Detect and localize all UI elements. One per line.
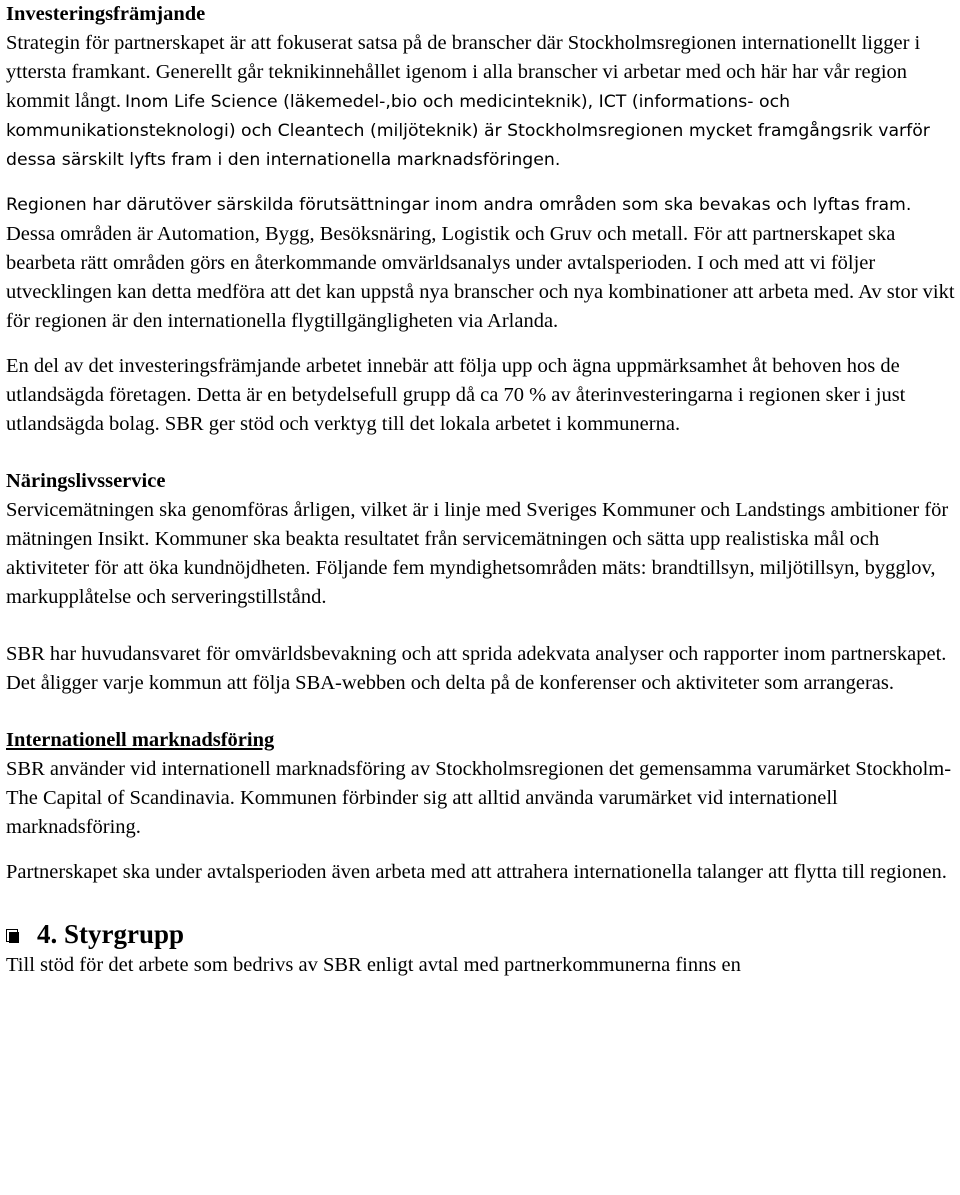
paragraph: Servicemätningen ska genomföras årligen, vilket är i linje med Sveriges Kommuner och Landstings ambitioner för mätningen Insikt. Kommuner ska beakta resultatet från servicemätningen och sätta upp realistiska mål och aktiviteter för att öka kundnöjdheten. Följande fem myndighetsområden mäts: brandtillsyn, miljötillsyn, bygglov, markupplåtelse och serveringstillstånd. <box>6 499 949 608</box>
section-internationell-marknadsforing <box>6 726 956 887</box>
section-title: Näringslivsservice <box>6 470 166 492</box>
paragraph <box>6 29 956 175</box>
paragraph-mixed <box>6 191 956 336</box>
section-naringslivsservice <box>6 467 956 698</box>
paragraph: Till stöd för det arbete som bedrivs av SBR enligt avtal med partnerkommunerna finns en <box>6 954 741 976</box>
paragraph-text-sans: Regionen har därutöver särskilda förutsättningar inom andra områden som ska bevakas och lyftas fram. <box>6 195 912 215</box>
paragraph: SBR har huvudansvaret för omvärldsbevakning och att sprida adekvata analyser och rapporter inom partnerskapet. Det åligger varje kommun att följa SBA-webben och delta på de konferenser och aktiviteter som arrangeras. <box>6 643 947 694</box>
section-investeringsframjande <box>6 0 956 439</box>
section-title: Investeringsfrämjande <box>6 3 206 25</box>
chapter-title: 4. Styrgrupp <box>37 919 185 949</box>
chapter-heading <box>6 917 956 951</box>
paragraph-text-serif: Strategin för partnerskapet är att fokuserat satsa på de branscher där Stockholmsregionen internationellt ligger i yttersta framkant. Generellt går teknikinnehållet igenom i alla branscher vi arbetar med och här har vår region kommit långt. <box>6 32 921 112</box>
section-styrgrupp <box>6 917 956 980</box>
paragraph-text-sans: Inom Life Science (läkemedel-,bio och medicinteknik), ICT (informations- och kommunikationsteknologi) och Cleantech (miljöteknik) är Stockholmsregionen mycket framgångsrik varför dessa särskilt lyfts fram i den internationella marknadsföringen. <box>6 92 930 170</box>
document-page <box>6 0 956 980</box>
paragraph: En del av det investeringsfrämjande arbetet innebär att följa upp och ägna uppmärksamhet åt behoven hos de utlandsägda företagen. Detta är en betydelsefull grupp då ca 70 % av återinvesteringarna i regionen sker i just utlandsägda bolag. SBR ger stöd och verktyg till det lokala arbetet i kommunerna. <box>6 355 906 435</box>
section-title: Internationell marknadsföring <box>6 729 275 751</box>
paragraph: Partnerskapet ska under avtalsperioden även arbeta med att attrahera internationella talanger att flytta till regionen. <box>6 861 947 883</box>
paragraph-text-serif: Dessa områden är Automation, Bygg, Besöksnäring, Logistik och Gruv och metall. För att partnerskapet ska bearbeta rätt områden görs en återkommande omvärldsanalys under avtalsperioden. I och med att vi följer utvecklingen kan detta medföra att det kan uppstå nya branscher och nya kombinationer att arbeta med. Av stor vikt för regionen är den internationella flygtillgängligheten via Arlanda. <box>6 223 955 332</box>
paragraph: SBR använder vid internationell marknadsföring av Stockholmsregionen det gemensamma varumärket Stockholm- The Capital of Scandinavia. Kommunen förbinder sig att alltid använda varumärket vid internationell marknadsföring. <box>6 758 952 838</box>
square-bullet-icon <box>6 929 19 943</box>
